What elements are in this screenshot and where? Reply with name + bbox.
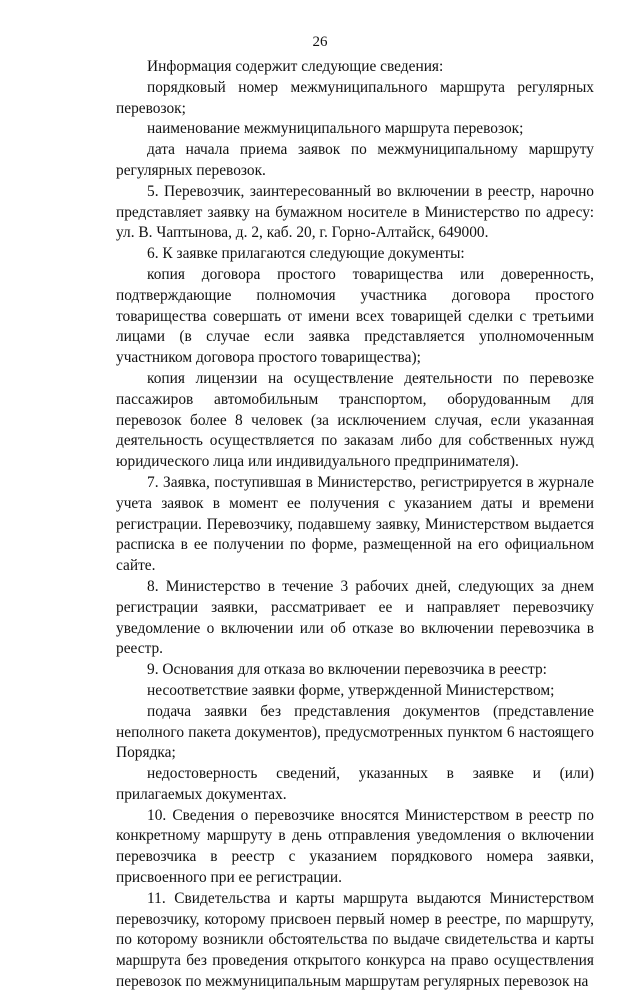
paragraph-item-9: 9. Основания для отказа во включении перевозчика в реестр:	[147, 661, 547, 679]
paragraph-item-6: 6. К заявке прилагаются следующие документы:	[147, 245, 465, 263]
paragraph-route-name: наименование межмуниципального маршрута перевозок;	[147, 120, 524, 138]
paragraph-partnership-copy: копия договора простого товарищества или доверенность, подтверждающие полномочия участника договора простого товарищества совершать от имени всех товарищей сделки с третьими лицами (в случае если заявка представляется уполномоченным участником договора простого товарищества);	[116, 265, 594, 367]
paragraph-item-8: 8. Министерство в течение 3 рабочих дней, следующих за днем регистрации заявки, рассматривает ее и направляет перевозчику уведомление о включении или об отказе во включении перевозчика в реестр.	[116, 577, 594, 658]
paragraph-missing-documents: подача заявки без представления документов (представление неполного пакета документов), предусмотренных пунктом 6 настоящего Порядка;	[116, 702, 594, 762]
paragraph-info-intro: Информация содержит следующие сведения:	[147, 58, 444, 75]
paragraph-start-date: дата начала приема заявок по межмуниципальному маршруту регулярных перевозок.	[116, 141, 594, 179]
page-number: 26	[312, 34, 328, 50]
paragraph-item-11: 11. Свидетельства и карты маршрута выдаются Министерством перевозчику, которому присвоен первый номер в реестре, по маршруту, по которому возникли обстоятельства по выдаче свидетельства и карты маршрута без проведения открытого конкурса на право осуществления перевозок по межмуниципальным маршрутам регулярных перевозок на	[116, 889, 594, 991]
paragraph-false-information: недостоверность сведений, указанных в заявке и (или) прилагаемых документах.	[116, 765, 594, 803]
paragraph-item-5: 5. Перевозчик, заинтересованный во включении в реестр, нарочно представляет заявку на бумажном носителе в Министерство по адресу: ул. В. Чаптынова, д. 2, каб. 20, г. Горно-Алтайск, 649000.	[116, 182, 594, 242]
paragraph-item-10: 10. Сведения о перевозчике вносятся Министерством в реестр по конкретному маршруту в день отправления уведомления о включении перевозчика в реестр с указанием порядкового номера заявки, присвоенного при ее регистрации.	[116, 806, 594, 887]
paragraph-route-number: порядковый номер межмуниципального маршрута регулярных перевозок;	[116, 78, 594, 117]
paragraph-item-7: 7. Заявка, поступившая в Министерство, регистрируется в журнале учета заявок в момент ее получения с указанием даты и времени регистрации. Перевозчику, подавшему заявку, Министерством выдается расписка в ее получении по форме, размещенной на его официальном сайте.	[116, 473, 594, 575]
paragraph-form-mismatch: несоответствие заявки форме, утвержденной Министерством;	[147, 681, 555, 699]
paragraph-license-copy: копия лицензии на осуществление деятельности по перевозке пассажиров автомобильным транспортом, оборудованным для перевозок более 8 человек (за исключением случая, если указанная деятельность осуществляется по заказам либо для собственных нужд юридического лица или индивидуального предпринимателя).	[116, 369, 594, 471]
document-body	[116, 57, 594, 993]
